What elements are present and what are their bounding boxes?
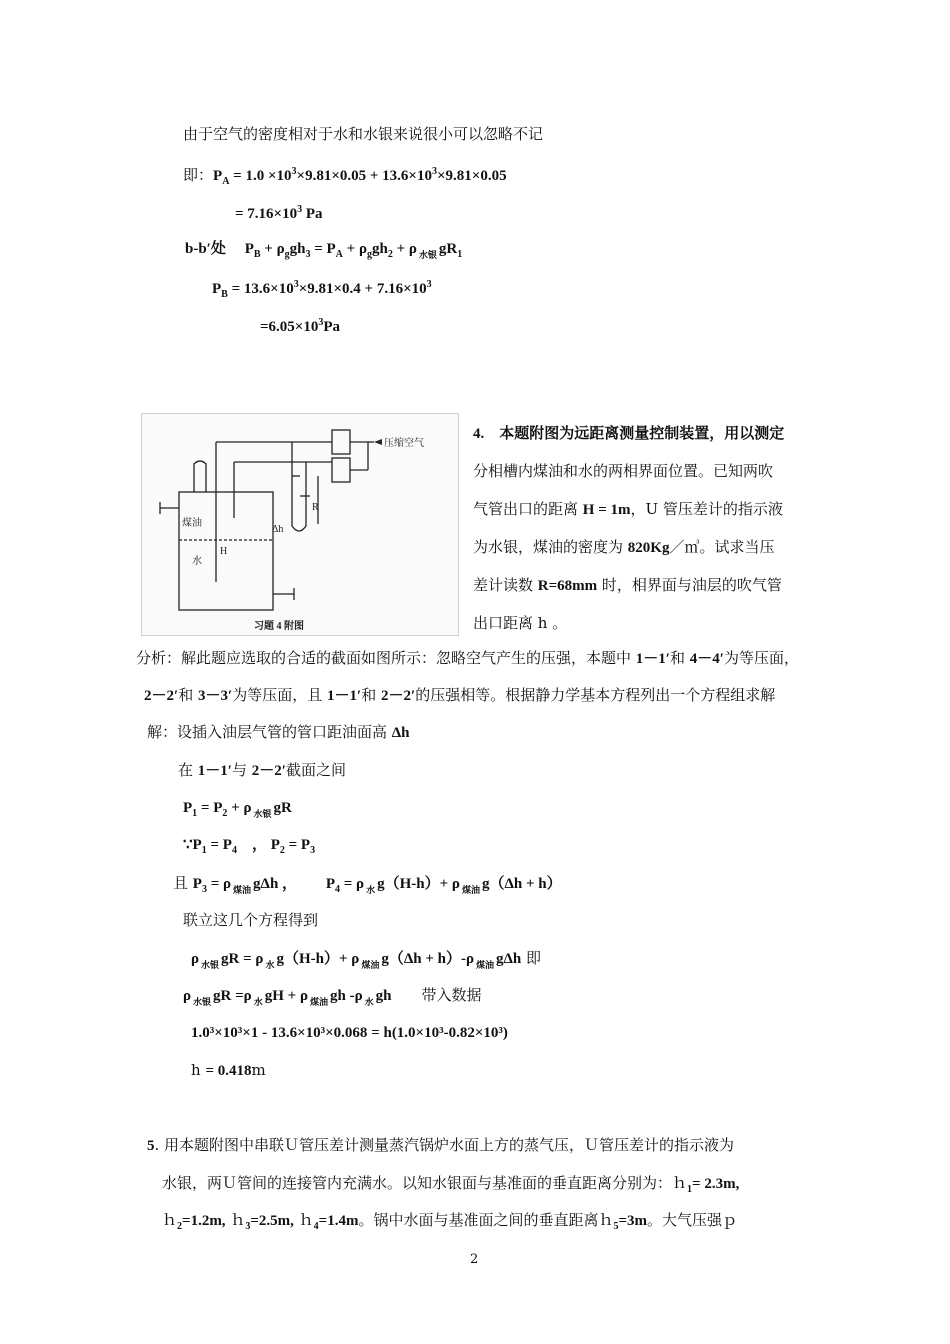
subscript: 3 bbox=[305, 249, 311, 260]
solution-line bbox=[147, 722, 410, 743]
term: gH + ρ bbox=[264, 988, 308, 1004]
problem4-line: 分相槽内煤油和水的两相界面位置。已知两吹 bbox=[473, 462, 774, 480]
term: + ρ bbox=[392, 241, 417, 257]
term: gR = ρ bbox=[221, 951, 264, 967]
label-H: H bbox=[220, 546, 228, 557]
equation-6: 1.0³×10³×1 - 13.6×10³×0.068 = h(1.0×10³-0.82×10³) bbox=[191, 1025, 508, 1041]
term: + ρ bbox=[342, 241, 367, 257]
unit: Pa bbox=[323, 319, 341, 335]
term: gh bbox=[371, 241, 388, 257]
answer bbox=[191, 1060, 266, 1081]
subscript: 煤油 bbox=[233, 885, 252, 895]
term: = P bbox=[310, 241, 336, 257]
term: g（H-h）+ ρ bbox=[276, 951, 360, 967]
label-delta-h: Δh bbox=[272, 524, 284, 535]
section: 2－2′ bbox=[144, 688, 179, 704]
subscript: 水银 bbox=[201, 960, 220, 970]
term: ， P bbox=[236, 837, 280, 853]
subscript: 水 bbox=[366, 885, 376, 895]
subscript: 水 bbox=[265, 960, 275, 970]
value: =3m bbox=[618, 1213, 648, 1229]
subscript: 水银 bbox=[253, 809, 272, 819]
term: gh -ρ bbox=[330, 988, 363, 1004]
subscript: B bbox=[221, 289, 228, 300]
problem4-line bbox=[473, 575, 782, 596]
subscript: A bbox=[335, 249, 343, 260]
text: 为等压面， bbox=[724, 649, 800, 667]
equation-3 bbox=[173, 873, 562, 900]
value: = 0.418 bbox=[205, 1063, 252, 1079]
text: 在 bbox=[178, 761, 198, 779]
exponent: 3 bbox=[293, 279, 299, 290]
section: 1－1′ bbox=[197, 763, 233, 779]
subscript: g bbox=[284, 249, 290, 260]
subscript: 煤油 bbox=[361, 960, 380, 970]
term: = 1.0 ×10 bbox=[229, 168, 292, 184]
symbol: P bbox=[192, 876, 202, 892]
subscript: 3 bbox=[245, 1221, 251, 1232]
value: =1.2m, bbox=[182, 1213, 226, 1229]
section: 1－1′ bbox=[327, 688, 362, 704]
figure-caption: 习题 4 附图 bbox=[254, 621, 304, 632]
text: 。锅中水面与基准面之间的垂直距离ｈ bbox=[358, 1211, 614, 1229]
text: 且 bbox=[173, 874, 193, 892]
text: 带入数据 bbox=[391, 986, 482, 1004]
subscript: 4 bbox=[313, 1221, 319, 1232]
text: 差计读数 bbox=[473, 576, 538, 594]
label: b-b′处 bbox=[185, 241, 226, 257]
term: gΔh ， bbox=[253, 876, 298, 892]
unit: Pa bbox=[302, 206, 323, 222]
exponent: 3 bbox=[318, 317, 324, 328]
text: 气管出口的距离 bbox=[473, 500, 583, 518]
text: 与 bbox=[232, 761, 252, 779]
subscript: 2 bbox=[279, 845, 285, 856]
text: . 用本题附图中串联Ｕ管压差计测量蒸汽锅炉水面上方的蒸气压，Ｕ管压差计的指示液为 bbox=[154, 1136, 735, 1154]
subscript: 4 bbox=[231, 845, 237, 856]
symbol: P bbox=[244, 241, 254, 257]
text: 即 bbox=[521, 949, 542, 967]
exponent: 3 bbox=[297, 204, 303, 215]
term: gR bbox=[273, 800, 292, 816]
text: 。大气压强ｐ bbox=[647, 1211, 738, 1229]
arrow-icon bbox=[374, 439, 382, 445]
term: g（Δh + h）-ρ bbox=[381, 951, 475, 967]
label: 即： bbox=[183, 166, 214, 184]
term: = P bbox=[206, 837, 232, 853]
equation-5 bbox=[183, 985, 482, 1007]
equation-2 bbox=[183, 835, 315, 861]
subscript: 煤油 bbox=[476, 960, 495, 970]
symbol: P bbox=[213, 168, 223, 184]
subscript: 3 bbox=[201, 884, 207, 895]
section: 4－4′ bbox=[689, 651, 725, 667]
text: 分析：解此题应选取的合适的截面如图所示：忽略空气产生的压强，本题中 bbox=[136, 649, 636, 667]
term: gh bbox=[289, 241, 306, 257]
term: ×9.81×0.05 bbox=[436, 168, 507, 184]
subscript: 1 bbox=[457, 249, 463, 260]
text: ｈ bbox=[225, 1211, 246, 1229]
equation-1 bbox=[183, 798, 292, 824]
symbol: h bbox=[191, 1061, 206, 1079]
problem4-line bbox=[473, 537, 774, 558]
term: ×9.81×0.4 + 7.16×10 bbox=[298, 281, 427, 297]
subscript: 水 bbox=[253, 997, 263, 1007]
subscript: 煤油 bbox=[309, 997, 328, 1007]
label-kerosene: 煤油 bbox=[182, 518, 202, 529]
problem4-line bbox=[473, 499, 783, 520]
label-compressed-air: 压缩空气 bbox=[384, 438, 424, 449]
text: 为水银，煤油的密度为 bbox=[473, 538, 628, 556]
subscript: A bbox=[222, 176, 230, 187]
text: 水银，两Ｕ管间的连接管内充满水。以知水银面与基准面的垂直距离分别为：ｈ bbox=[162, 1174, 688, 1192]
value: 2.3m, bbox=[704, 1176, 740, 1192]
label-R: R bbox=[312, 502, 319, 513]
solution-line: 联立这几个方程得到 bbox=[183, 911, 319, 929]
subscript: 1 bbox=[687, 1184, 693, 1195]
value: H = 1m bbox=[582, 502, 631, 518]
equation-bb bbox=[185, 238, 462, 265]
value: 820Kg bbox=[627, 540, 670, 556]
term: gR bbox=[438, 241, 458, 257]
symbol: ρ bbox=[183, 988, 192, 1004]
subscript: 1 bbox=[192, 808, 198, 819]
problem5-line bbox=[162, 1210, 737, 1237]
problem5-line bbox=[162, 1173, 739, 1200]
term: = bbox=[692, 1176, 705, 1192]
term: ×9.81×0.05 + 13.6×10 bbox=[296, 168, 432, 184]
exponent: 3 bbox=[291, 166, 297, 177]
symbol: P bbox=[212, 281, 222, 297]
apparatus-diagram bbox=[142, 414, 458, 635]
symbol: P bbox=[183, 800, 193, 816]
equation-pa-result bbox=[235, 200, 323, 224]
term: gΔh bbox=[496, 951, 522, 967]
text: ｈ bbox=[293, 1211, 314, 1229]
subscript: 2 bbox=[177, 1221, 183, 1232]
term: g（Δh + h） bbox=[481, 876, 562, 892]
term: = P bbox=[197, 800, 223, 816]
problem-number: 5 bbox=[147, 1138, 155, 1154]
solution-line bbox=[178, 760, 346, 781]
text: 为等压面，且 bbox=[232, 686, 328, 704]
text-line: 由于空气的密度相对于水和水银来说很小可以忽略不记 bbox=[183, 125, 544, 143]
symbol: P bbox=[325, 876, 335, 892]
symbol: ρ bbox=[191, 951, 200, 967]
text: ｈ bbox=[162, 1211, 178, 1229]
term: + ρ bbox=[260, 241, 285, 257]
subscript: 水银 bbox=[418, 250, 437, 260]
symbol: Δh bbox=[391, 725, 410, 741]
equation-pb-result bbox=[260, 313, 340, 337]
term: gh bbox=[375, 988, 392, 1004]
value: R=68mm bbox=[537, 578, 598, 594]
section: 2－2′ bbox=[251, 763, 287, 779]
problem4-line: 出口距离 h 。 bbox=[473, 614, 568, 632]
exponent: 3 bbox=[431, 166, 437, 177]
text: 和 bbox=[670, 649, 690, 667]
problem4-line bbox=[473, 423, 784, 444]
subscript: 4 bbox=[335, 884, 340, 895]
text: ，U 管压差计的指示液 bbox=[630, 500, 783, 518]
term: = ρ bbox=[340, 876, 365, 892]
subscript: 2 bbox=[387, 249, 393, 260]
value: =2.5m, bbox=[250, 1213, 294, 1229]
text: 的压强相等。根据静力学基本方程列出一个方程组求解 bbox=[415, 686, 776, 704]
term: ∵P bbox=[183, 837, 202, 853]
subscript: B bbox=[253, 249, 261, 260]
problem5-line bbox=[147, 1135, 734, 1156]
text: 和 bbox=[361, 686, 382, 704]
analysis-line bbox=[144, 685, 775, 706]
unit: m bbox=[251, 1061, 266, 1079]
term: = ρ bbox=[206, 876, 232, 892]
term: gR =ρ bbox=[213, 988, 252, 1004]
page-number: 2 bbox=[470, 1252, 479, 1267]
subscript: 煤油 bbox=[461, 885, 480, 895]
term: g（H-h）+ ρ bbox=[377, 876, 460, 892]
equation-pb bbox=[212, 275, 432, 305]
text: 时，相界面与油层的吹气管 bbox=[597, 576, 782, 594]
label-water: 水 bbox=[192, 556, 202, 567]
subscript: 3 bbox=[310, 845, 316, 856]
term: =6.05×10 bbox=[260, 319, 319, 335]
equation-pa bbox=[183, 162, 507, 192]
subscript: g bbox=[366, 249, 372, 260]
text: 和 bbox=[178, 686, 199, 704]
term: = 13.6×10 bbox=[227, 281, 294, 297]
equation-4 bbox=[191, 948, 541, 970]
problem4-l1: 4. 本题附图为远距离测量控制装置，用以测定 bbox=[473, 426, 785, 442]
section: 3－3′ bbox=[198, 688, 233, 704]
analysis-line bbox=[136, 648, 799, 669]
term: + ρ bbox=[227, 800, 252, 816]
term: = 7.16×10 bbox=[235, 206, 298, 222]
term: = P bbox=[284, 837, 311, 853]
subscript: 水银 bbox=[193, 997, 212, 1007]
exponent: 3 bbox=[426, 279, 432, 290]
value: =1.4m bbox=[318, 1213, 359, 1229]
text: 解：设插入油层气管的管口距油面高 bbox=[147, 723, 392, 741]
section: 2－2′ bbox=[381, 688, 416, 704]
subscript: 水 bbox=[364, 997, 374, 1007]
subscript: 5 bbox=[613, 1221, 619, 1232]
text: 截面之间 bbox=[286, 761, 347, 779]
section: 1－1′ bbox=[635, 651, 671, 667]
subscript: 2 bbox=[222, 808, 228, 819]
figure-apparatus bbox=[141, 413, 459, 636]
subscript: 1 bbox=[201, 845, 207, 856]
text: ／㎥。试求当压 bbox=[669, 538, 775, 556]
